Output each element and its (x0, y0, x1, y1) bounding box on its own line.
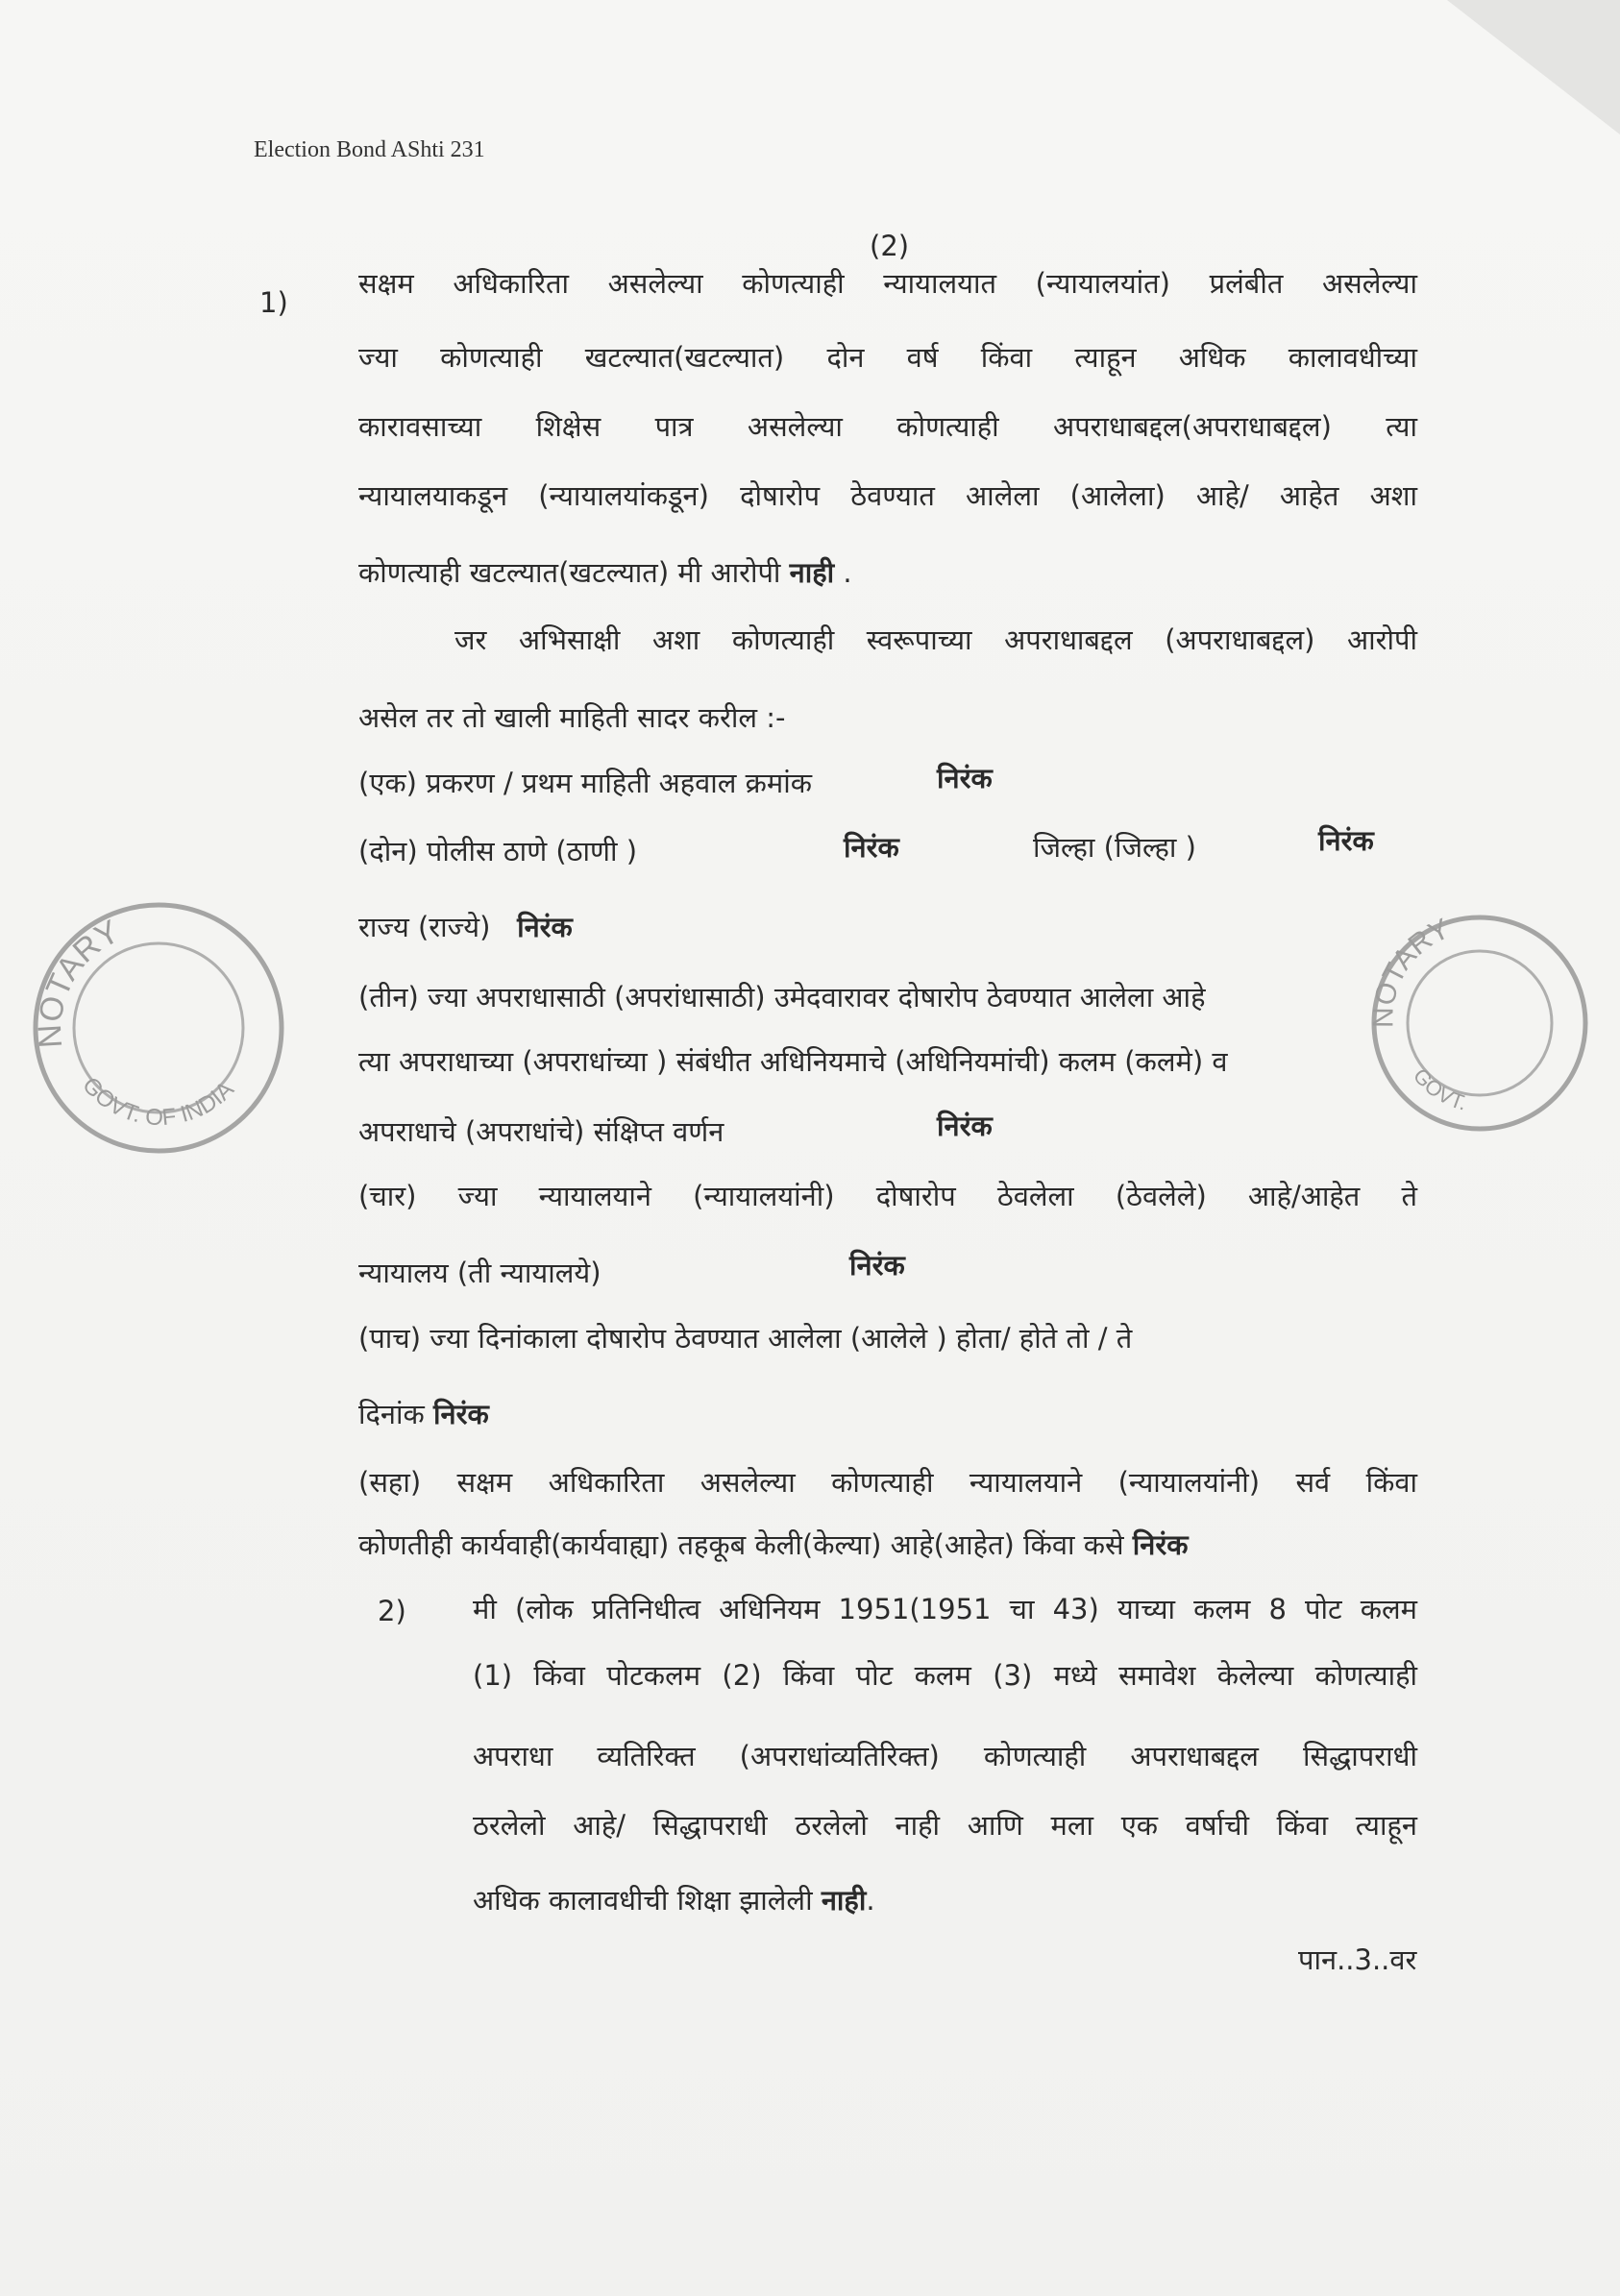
text: राज्य (राज्ये) (358, 911, 491, 943)
svg-text:NOTARY (32, 914, 126, 1049)
field-label: (एक) प्रकरण / प्रथम माहिती अहवाल क्रमांक (358, 767, 813, 799)
body-line: त्या अपराधाच्या (अपराधांच्या ) संबंधीत अधिनियमाचे (अधिनियमांची) कलम (कलमे) व (358, 1045, 1228, 1078)
field-label: जिल्हा (जिल्हा ) (1033, 831, 1196, 864)
text: अधिक कालावधीची शिक्षा झालेली (473, 1884, 813, 1917)
field-value: निरंक (1318, 824, 1374, 857)
answer-nahi: नाही (789, 556, 835, 589)
stamp-text: NOTARY (31, 913, 126, 1049)
body-line: (पाच) ज्या दिनांकाला दोषारोप ठेवण्यात आलेला (आलेले ) होता/ होते तो / ते (358, 1322, 1133, 1355)
field-label: अपराधाचे (अपराधांचे) संक्षिप्त वर्णन (358, 1115, 724, 1148)
body-line (473, 1881, 875, 1919)
field-value: निरंक (1132, 1528, 1189, 1561)
text: कोणतीही कार्यवाही(कार्यवाह्या) तहकूब केली(केल्या) आहे(आहेत) किंवा कसे (358, 1528, 1124, 1561)
field-label: न्यायालय (ती न्यायालये) (358, 1257, 601, 1289)
field-value: निरंक (433, 1398, 489, 1430)
field-value: निरंक (937, 1110, 993, 1142)
field-value: निरंक (517, 911, 573, 943)
continued-on-page: पान..3..वर (1298, 1943, 1417, 1976)
text: . (843, 556, 852, 589)
text: दिनांक (358, 1398, 425, 1430)
item-number: 2) (378, 1595, 406, 1627)
text: कोणत्याही खटल्यात(खटल्यात) मी आरोपी (358, 556, 781, 589)
body-line: मी (लोक प्रतिनिधीत्व अधिनियम 1951(1951 चा 43) याच्या कलम 8 पोट कलम (473, 1593, 1417, 1625)
page-number: (2) (870, 230, 910, 262)
stamp-text: GOVT. (1408, 1063, 1469, 1115)
body-line (358, 553, 852, 592)
document-header: Election Bond AShti 231 (254, 137, 485, 162)
stamp-text: GOVT. OF INDIA (77, 1072, 239, 1132)
svg-text:NOTARY (1367, 913, 1454, 1028)
field-label (358, 1395, 489, 1433)
field-label (358, 908, 573, 946)
body-line: अपराधा व्यतिरिक्त (अपराधांव्यतिरिक्त) कोणत्याही अपराधाबद्दल सिद्धापराधी (473, 1740, 1417, 1772)
body-line: (चार) ज्या न्यायालयाने (न्यायालयांनी) दोषारोप ठेवलेला (ठेवलेले) आहे/आहेत ते (358, 1180, 1417, 1212)
page-fold (1447, 0, 1620, 134)
body-line: न्यायालयाकडून (न्यायालयांकडून) दोषारोप ठेवण्यात आलेला (आलेला) आहे/ आहेत अशा (358, 479, 1417, 512)
body-line: सक्षम अधिकारिता असलेल्या कोणत्याही न्यायालयात (न्यायालयांत) प्रलंबीत असलेल्या (358, 267, 1417, 300)
field-value: निरंक (844, 831, 899, 864)
body-line: असेल तर तो खाली माहिती सादर करील :- (358, 701, 786, 734)
body-line: (1) किंवा पोटकलम (2) किंवा पोट कलम (3) मध्ये समावेश केलेल्या कोणत्याही (473, 1659, 1417, 1692)
item-number: 1) (259, 286, 288, 319)
field-label: (दोन) पोलीस ठाणे (ठाणी ) (358, 835, 638, 867)
body-line: जर अभिसाक्षी अशा कोणत्याही स्वरूपाच्या अपराधाबद्दल (अपराधाबद्दल) आरोपी (454, 623, 1417, 656)
body-line: (सहा) सक्षम अधिकारिता असलेल्या कोणत्याही न्यायालयाने (न्यायालयांनी) सर्व किंवा (358, 1466, 1417, 1499)
answer-nahi: नाही (821, 1884, 867, 1917)
text: . (866, 1884, 875, 1917)
field-value: निरंक (937, 762, 993, 794)
body-line: कारावसाच्या शिक्षेस पात्र असलेल्या कोणत्याही अपराधाबद्दल(अपराधाबद्दल) त्या (358, 410, 1417, 443)
notary-stamp-left (24, 893, 293, 1162)
stamp-text: NOTARY (1367, 913, 1455, 1029)
body-line: (तीन) ज्या अपराधासाठी (अपरांधासाठी) उमेदवारावर दोषारोप ठेवण्यात आलेला आहे (358, 981, 1206, 1014)
body-line: ज्या कोणत्याही खटल्यात(खटल्यात) दोन वर्ष किंवा त्याहून अधिक कालावधीच्या (358, 341, 1417, 374)
svg-text:GOVT. OF INDIA (77, 1072, 239, 1131)
field-value: निरंक (849, 1249, 905, 1282)
body-line (358, 1526, 1189, 1564)
notary-stamp-right (1345, 903, 1620, 1153)
body-line: ठरलेलो आहे/ सिद्धापराधी ठरलेलो नाही आणि मला एक वर्षाची किंवा त्याहून (473, 1809, 1417, 1842)
